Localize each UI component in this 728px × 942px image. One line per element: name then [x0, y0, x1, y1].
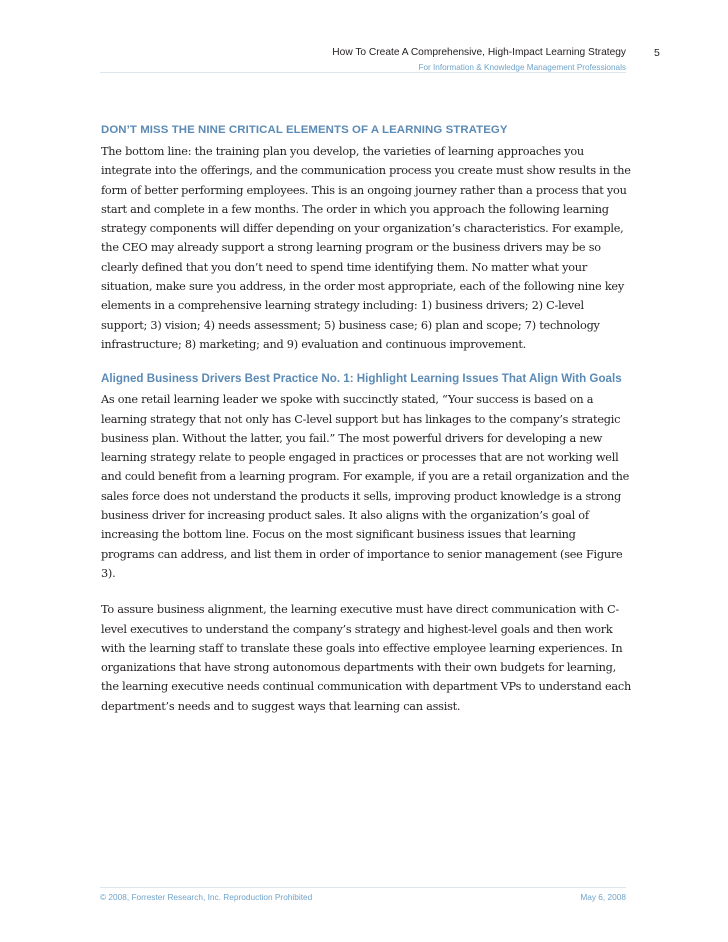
spacer	[101, 583, 631, 600]
page-header	[100, 46, 626, 74]
main-content	[101, 123, 631, 716]
header-divider	[100, 72, 626, 73]
section-heading: DON’T MISS THE NINE CRITICAL ELEMENTS OF A LEARNING STRATEGY	[101, 124, 508, 136]
footer-divider	[100, 887, 626, 888]
subsection-paragraph-2: To assure business alignment, the learning executive must have direct communication with C-level executives to understand the company’s strategy and highest-level goals and then work with the learning staff to translate these goals into effective employee learning experiences. In organizations that have strong autonomous departments with their own budgets for learning, the learning executive needs continual communication with department VPs to understand each department’s needs and to suggest ways that learning can assist.	[101, 603, 631, 713]
page-number: 5	[654, 47, 660, 59]
document-title: How To Create A Comprehensive, High-Impact Learning Strategy	[332, 47, 626, 58]
subsection-heading: Aligned Business Drivers Best Practice No. 1: Highlight Learning Issues That Align With Goals	[101, 372, 622, 386]
subsection-paragraph-1: As one retail learning leader we spoke with succinctly stated, “Your success is based on a learning strategy that not only has C-level support but has linkages to the company’s strategic business plan. Without the latter, you fail.” The most powerful drivers for developing a new learning strategy relate to people engaged in practices or processes that are not working well and could benefit from a learning program. For example, if you are a retail organization and the sales force does not understand the products it sells, improving product knowledge is a strong business driver for increasing product sales. It also aligns with the organization’s goal of increasing the bottom line. Focus on the most significant business issues that learning programs can address, and list them in order of importance to senior management (see Figure 3).	[101, 393, 630, 580]
document-subtitle: For Information & Knowledge Management Professionals	[418, 63, 626, 72]
spacer	[101, 354, 631, 371]
footer-date: May 6, 2008	[580, 892, 626, 902]
footer-copyright: © 2008, Forrester Research, Inc. Reproduction Prohibited	[100, 892, 313, 902]
section-paragraph: The bottom line: the training plan you develop, the varieties of learning approaches you integrate into the offerings, and the communication process you create must show results in the form of better performing employees. This is an ongoing journey rather than a process that you start and complete in a few months. The order in which you approach the following learning strategy components will differ depending on your organization’s characteristics. For example, the CEO may already support a strong learning program or the business drivers may be so clearly defined that you don’t need to spend time identifying them. No matter what your situation, make sure you address, in the order most appropriate, each of the following nine key elements in a comprehensive learning strategy including: 1) business drivers; 2) C-level support; 3) vision; 4) needs assessment; 5) business case; 6) plan and scope; 7) technology infrastructure; 8) marketing; and 9) evaluation and continuous improvement.	[101, 145, 631, 351]
